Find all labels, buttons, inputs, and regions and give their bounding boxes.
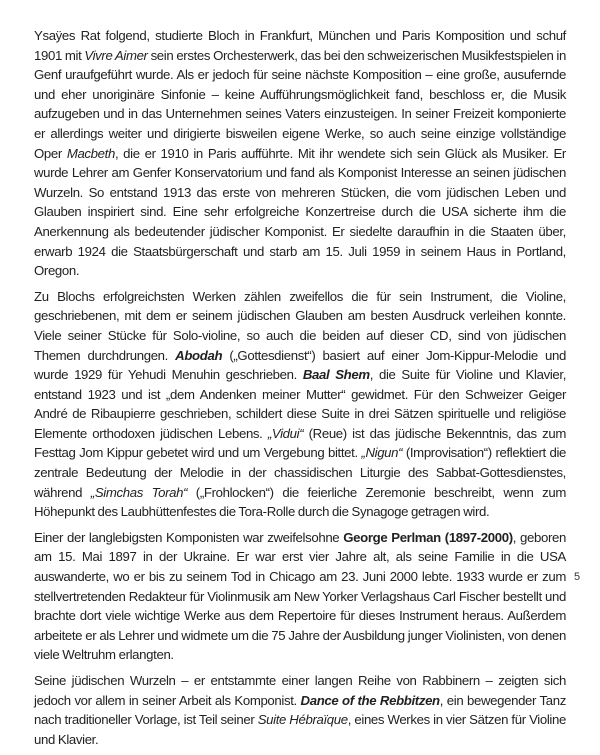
paragraph-bloch-works xyxy=(34,287,566,522)
work-title-suite-hebraique: Suite Hébraïque xyxy=(257,712,348,728)
text-segment: sein erstes Orchesterwerk, das bei den schweizerischen Musikfestspielen in Genf uraufgeführt wurde. Als er jedoch für seine nächste Komposition – eine große, ausufernde und eher unoriginäre Sinfonie – keine Aufführungsmöglichkeit fand, beschloss er, die Musik aufzugeben und in das Unternehmen seines Vaters einzusteigen. In seiner Freizeit komponierte er allerdings weiter und dirigierte bisweilen eigene Werke, so auch seine einzige vollständige Oper xyxy=(34,47,566,161)
text-segment: , eines Werkes in vier Sätzen für Violine und Klavier. xyxy=(34,712,566,747)
text-segment: Ysaÿes Rat folgend, studierte Bloch in Frankfurt, München und Paris Komposition und schuf 1901 mit xyxy=(34,28,566,63)
paragraph-bloch-biography xyxy=(34,26,566,281)
work-title-abodah: Abodah xyxy=(175,347,223,363)
movement-title-vidui: „Vidui“ xyxy=(267,425,304,441)
text-segment: , die er 1910 in Paris aufführte. Mit ihr wendete sich sein Glück als Musiker. Er wurde Lehrer am Genfer Konservatorium und fand als Komponist Interesse an seinen jüdischen Wurzeln. So entstand 1913 das erste von mehreren Stücken, die vom jüdischen Leben und Glauben inspiriert sind. Eine sehr erfolgreiche Konzertreise durch die USA sicherte ihm die Anerkennung als bedeutender jüdischer Komponist. Er siedelte daraufhin in die Staaten über, erwarb 1924 die Staatsbürgerschaft und starb am 15. Juli 1959 in seinem Haus in Portland, Oregon. xyxy=(34,145,566,279)
text-segment: , geboren am 15. Mai 1897 in der Ukraine. Er war erst vier Jahre alt, als seine Familie in die USA auswanderte, wo er bis zu seinem Tod in Chicago am 23. Juni 2000 lebte. 1933 wurde er zum stellvertretenden Redakteur für Violinmusik am New Yorker Verlagshaus Carl Fischer bestellt und brachte dort viele wichtige Werke aus dem Repertoire für dieses Instrument heraus. Außerdem arbeitete er als Lehrer und widmete um die 75 Jahre der Ausbildung junger Violinisten, von denen viele Weltruhm erlangten. xyxy=(34,529,566,663)
text-segment: („Frohlocken“) die feierliche Zeremonie beschreibt, wenn zum Höhepunkt des Laubhüttenfestes die Tora-Rolle durch die Synagoge getragen wird. xyxy=(34,484,566,520)
movement-title-nigun: „Nigun“ xyxy=(361,445,403,461)
text-segment: (Reue) ist das jüdische Bekenntnis, das zum Festtag Jom Kippur gebetet wird und um Vergebung bittet. xyxy=(34,425,566,461)
work-title-macbeth: Macbeth xyxy=(66,145,115,161)
text-segment: (Improvisation“) reflektiert die zentrale Bedeutung der Melodie in der chassidischen Liturgie des Sabbat-Gottesdienstes, während xyxy=(34,445,567,500)
text-segment: („Gottesdienst“) basiert auf einer Jom-Kippur-Melodie und wurde 1929 für Yehudi Menuhin geschrieben. xyxy=(34,347,566,383)
composer-name-perlman: George Perlman (1897-2000) xyxy=(343,529,513,545)
document-body xyxy=(34,26,566,755)
paragraph-perlman-biography xyxy=(34,528,566,665)
work-title-baal-shem: Baal Shem xyxy=(302,367,370,383)
text-segment: Zu Blochs erfolgreichsten Werken zählen zweifellos die für sein Instrument, die Violine, geschriebenen, mit dem er seinem jüdischen Glauben am besten Ausdruck verleihen konnte. Viele seiner Stücke für Solo-violine, so auch die beiden auf dieser CD, sind von jüdischen Themen durchdrungen. xyxy=(34,288,566,363)
text-segment: , ein bewegender Tanz nach traditioneller Vorlage, ist Teil seiner xyxy=(34,692,566,728)
text-segment: , die Suite für Violine und Klavier, entstand 1923 und ist „dem Andenken meiner Mutter“ gewidmet. Für den Schweizer Geiger André de Ribaupierre geschrieben, schildert diese Suite in drei Sätzen spirituelle und religiöse Elemente orthodoxen jüdischen Lebens. xyxy=(34,367,567,441)
text-segment: Seine jüdischen Wurzeln – er entstammte einer langen Reihe von Rabbinern – zeigten sich jedoch vor allem in seiner Arbeit als Komponist. xyxy=(34,673,566,708)
movement-title-simchas-torah: „Simchas Torah“ xyxy=(90,484,188,500)
work-title-vivre-aimer: Vivre Aimer xyxy=(84,47,148,63)
text-segment: Einer der langlebigsten Komponisten war zweifelsohne xyxy=(34,529,344,545)
work-title-dance-of-the-rebbitzen: Dance of the Rebbitzen xyxy=(300,692,440,708)
paragraph-perlman-works xyxy=(34,671,566,749)
page-number: 5 xyxy=(574,571,581,583)
